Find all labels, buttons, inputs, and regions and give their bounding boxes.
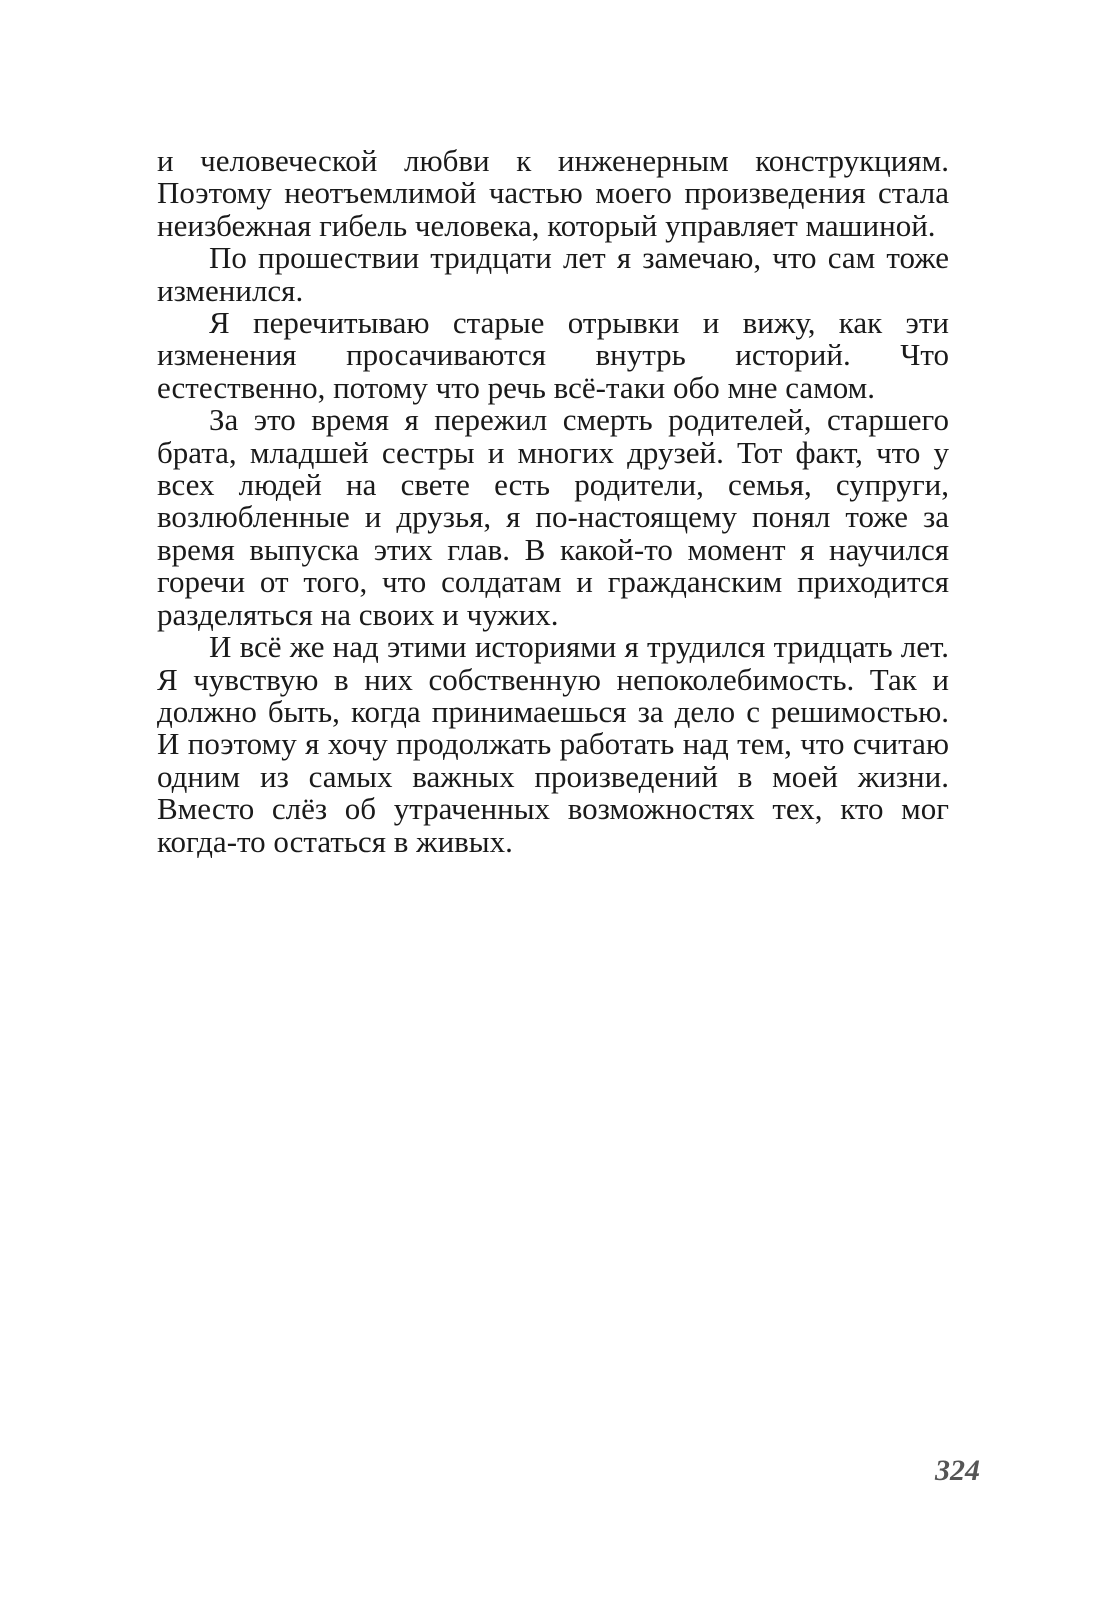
paragraph-5: И всё же над этими историями я трудился тридцать лет. Я чувствую в них собственную непоколебимость. Так и должно быть, когда принимаешься за дело с решимостью. И поэтому я хочу продолжать работать над тем, что считаю одним из самых важных произведений в моей жизни. Вместо слёз об утраченных возможностях тех, кто мог когда-то остаться в живых. [157, 629, 949, 859]
paragraph-1: и человеческой любви к инженерным конструкциям. Поэтому неотъемлимой частью моего произведения стала неизбежная гибель человека, который управляет машиной. [157, 143, 949, 243]
body-text [157, 145, 949, 858]
paragraph-3: Я перечитываю старые отрывки и вижу, как эти изменения просачиваются внутрь историй. Что естественно, потому что речь всё-таки обо мне самом. [157, 305, 949, 405]
paragraph-4: За это время я пережил смерть родителей, старшего брата, младшей сестры и многих друзей. Тот факт, что у всех людей на свете есть родители, семья, супруги, возлюбленные и друзья, я по-настоящему понял тоже за время выпуска этих глав. В какой-то момент я научился горечи от того, что солдатам и гражданским приходится разделяться на своих и чужих. [157, 402, 949, 632]
page-number: 324 [935, 1454, 980, 1487]
paragraph-2: По прошествии тридцати лет я замечаю, что сам тоже изменился. [157, 240, 949, 308]
